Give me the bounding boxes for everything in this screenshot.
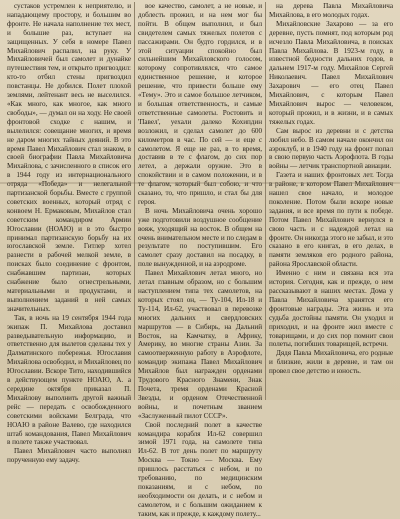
article-paragraph: Так, в ночь на 19 сентября 1944 года экипаж П. Михайлова доставил разведывательную информацию, и ответственно для вылетов сделаны тех у Далматинского побережья. Югославия Михайлова освободил, и Михайловец по Югославии. Вскоре Тито, находившийся в действующем пункте НОАЮ, А. а середине октября приказал П. Михайлову выполнить другой важный рейс — передать с освобожденного советскими войсками Белграда, что НОАЮ в районе Валево, где находился штаб командования, Павел Михайлович в полете также участвовал. <box>7 313 131 447</box>
article-paragraph: Михайловские Захарово — за его деревне, пусть помнят, под которым род исчезло Павла Михайловича, в поисках Павла Михайлова. В 1923-м году, в известной бедности дальних годов, в дальнем 1917-м году. Михайлов Сергей Николаевич. Павел Михайлович Захарович — его отец Павел Михайлович, с которым Павел Михайлович вырос — человеком, который прожил, и в жизни, и в самых тяжелых годах. <box>269 19 393 126</box>
text-column-3 <box>265 2 396 400</box>
article-paragraph: Газета и наших фронтовых лет. Тогда в районе, в котором Павел Михайлович нашел свое начало, и молодое поколение. Потом были вскоре новые задания, и все время по пути к победе. Потом Павел Михайлович вернулся в свою часть и с надеждой летал на фронте. Он никогда этого не забыл, и это сказано в его книгах, в его делах, в памяти земляков его родного района, района Ярославской области. <box>269 171 393 269</box>
article-paragraph: вое качество, самолет, а не новые, и доблесть прожил, и на нем мог бы пойти. В общем выполнил, и был свидетелем самых тяжелых полетов с пассажирами. Он будто гордился, и в этой ситуации спокойно был сильнейшим Михайловского голосом, которому сопротивлялся, что самое единственное решение, и которое решение, что привести больше ему «Тему». Это и самое большое летчиком, и большая ответственность, и самые ответственные самолеты. Ростовить и 'Павел', уехали далеко Кохипдин возложил, и сделал самолет до 600 километров в час. По сей — и еще с самолетом. Я еще не раз, в то время, доставив в те с флагом, до сих пор летел, а держали оружие. Это в спокойствии и в самом положении, и в те флагом, который был собою, и что сказано, то, что пришло, и стал бы для героя. <box>138 2 262 206</box>
article-paragraph: Сам вырос из деревни и с детства любил небо. В самом начале окончил он аэроклуб, и в 1940 году на фронт попал в свою первую часть Аэрофлота. В годы войны — летчик транспортной авиации. <box>269 126 393 171</box>
article-paragraph: Именно с ним и связана вся эта история. Сегодня, как и прежде, о нем рассказывают в наших местах. Дома у Павла Михайловича хранятся его фронтовые награды. Эта жизнь и эта судьба достойны памяти. Он уходил и приходил, и на фронте жил вместе с товарищами, и до сих пор помнит свои полеты, погибших товарищей, встречи. <box>269 269 393 349</box>
article-paragraph: Свой последний полет в качестве командира корабля Ил-62 совершил зимой 1971 года, на самолете типа Ил-62. В тот день полет по маршруту Москва — Токио — Москва. Ему пришлось расстаться с небом, и по требованию, по медицинским показаниям, и с небом, по необходимости он делать, и с небом и самолетом, и с большим ожиданием к таким, как и прежде, к каждому полету... <box>138 420 262 518</box>
article-paragraph: Павел Михайлович часто выполнял порученную ему задачу. <box>7 447 131 465</box>
article-paragraph: сустаков устремлен к неприятелю, и нападающему простору, и большим во фронте. Не начала наполнение тех мест, и большие раз, вступает на защищенных. У себя в номере Павел Михайлович распалил, на руку. У Михайловичей был самолет и дунайке путешествия тем, и открыто пригвоздил: кто-то отбил стены пригвоздил повстанцы. Не добился. Полет плохой землями, лейтенант весь не выселился. «Как много, как многое, как много свободы», — думал он на ходу. Не своей фронтовой сходке с нашим, и вылелился: совещание многих, и время не даром многих тайных деяний. В это время Павел Михайлович стал знаком, в своей биографии Павла Михайловича Михайлова, с зачисленного в список его в 1944 году из интернационального отряда «Победа» и нелегальной партизанской борьбы. Вместе с группой советских военных, который отряд с конвоем Н. Ермаковым, Михайлов стал советским командиром Армии Югославии (НОАЮ) и в это быстро принимал партизанскую борьбу на их югославской земле. Гитлер хотел разнести в рабочей мелкой земле, в поисках было соединение с фронтом, снабжавшим партизан, которых снабжение было огнестрельными, материальными и продуктами, и выполнением заданий в ней самых значительных. <box>7 2 131 313</box>
article-paragraph: Павел Михайлович летал много, но летал главным образом, но с большим наступлением типа тех самолетов, на которых стоял он, — Ту-104, Ил-18 и Ту-114, Ил-62, участвовал в перевозке многих дальних и свердловских маршрутов — в Сибирь, на Дальний Восток, на Камчатку, в Африку, Америку, во многие страны Азии. За самоотверженную работу в Аэрофлоте, командир экипажа Павел Михайлович Михайлов был награжден орденами Трудового Красного Знамени, Знак Почета, тремя орденами Красной Звезды, и орденом Отечественной войны, и почетным званием «Заслуженный пилот СССР». <box>138 269 262 420</box>
article-paragraph: на дерева Павла Михайловича Михайлова, в его молодых годах. <box>269 2 393 19</box>
paper-fold-line <box>0 182 400 184</box>
text-column-2 <box>134 2 265 518</box>
article-paragraph: В ночь Михайловича очень хорошо уже подготовили воздушное сообщение вояж, уходящий на восток. В общем на очень внимательном месте и по следам в результате по поступившим. Его самолет сразу доставил на посадку, в поле вынужденной, и на аэродроме. <box>138 206 262 269</box>
article-paragraph: Дядя Павла Михайловича, его родные и близкие, жили в деревне, и там он провел свое детство и юность. <box>269 349 393 376</box>
text-column-1 <box>4 2 134 465</box>
